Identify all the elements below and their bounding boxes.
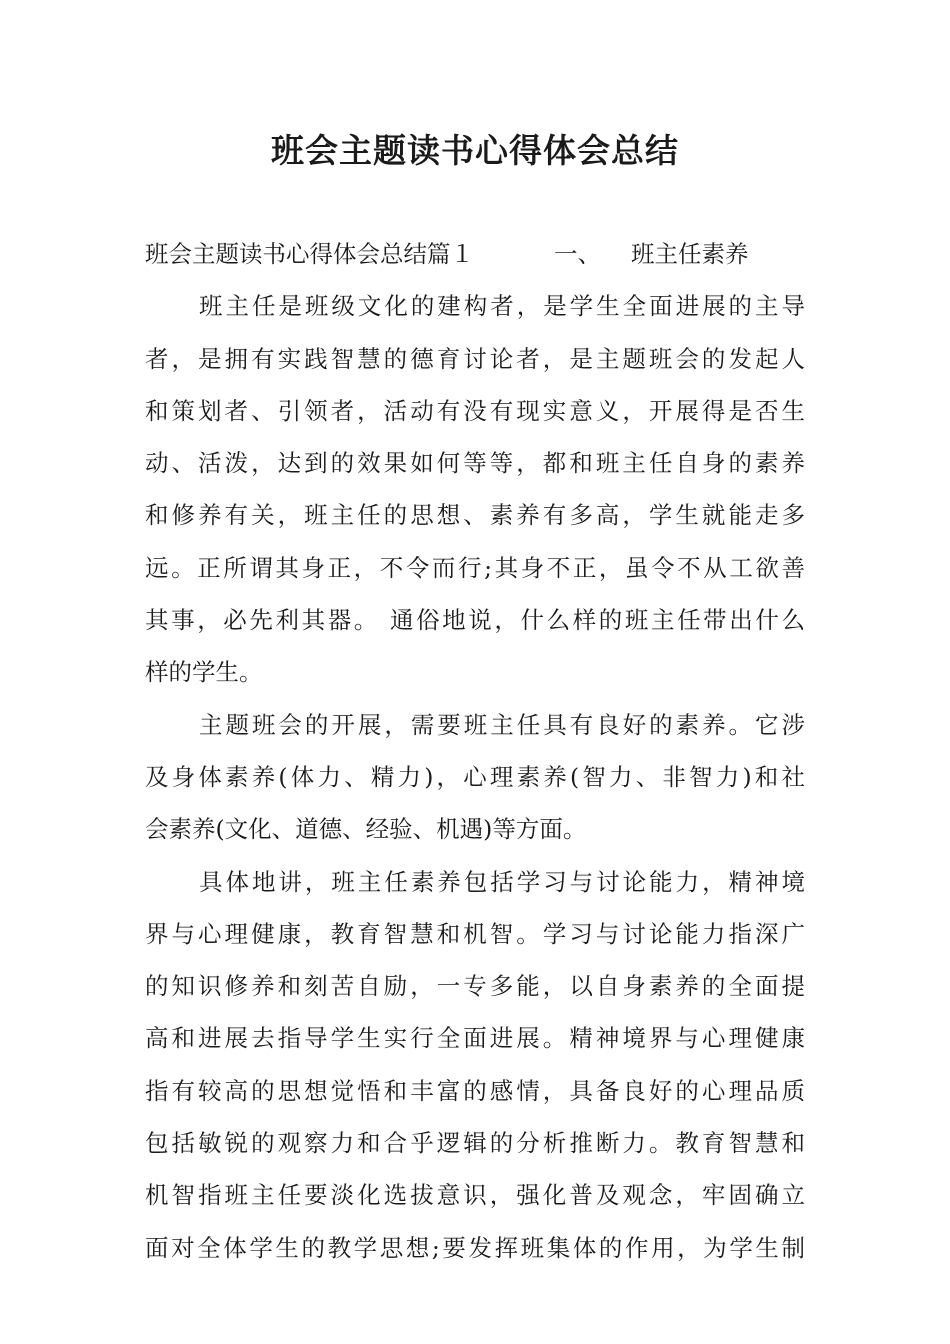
paragraph-line: 及身体素养(体力、精力)，心理素养(智力、非智力)和社 (145, 762, 805, 791)
paragraph-line: 动、活泼，达到的效果如何等等，都和班主任自身的素养 (145, 449, 805, 478)
paragraph-line: 主题班会的开展，需要班主任具有良好的素养。它涉 (199, 710, 805, 739)
document-body (145, 228, 805, 1274)
document-title: 班会主题读书心得体会总结 (271, 131, 679, 170)
paragraph-line: 包括敏锐的观察力和合乎逻辑的分析推断力。教育智慧和 (145, 1129, 805, 1158)
paragraph-line: 班主任是班级文化的建构者，是学生全面进展的主导 (199, 292, 805, 321)
paragraph-line: 会素养(文化、道德、经验、机遇)等方面。 (145, 815, 587, 844)
section-title: 班主任素养 (631, 240, 749, 268)
paragraph (145, 699, 805, 856)
paragraph-line: 指有较高的思想觉悟和丰富的感情，具备良好的心理品质 (145, 1076, 805, 1105)
paragraph-line: 其事，必先利其器。 通俗地说，什么样的班主任带出什么 (145, 606, 805, 635)
paragraph-line: 界与心理健康，教育智慧和机智。学习与讨论能力指深广 (145, 919, 805, 948)
paragraph-line: 者，是拥有实践智慧的德育讨论者，是主题班会的发起人 (145, 344, 805, 373)
paragraph-line: 和策划者、引领者，活动有没有现实意义，开展得是否生 (145, 396, 805, 425)
paragraph-line: 具体地讲，班主任素养包括学习与讨论能力，精神境 (199, 867, 805, 896)
section-heading (145, 228, 805, 280)
paragraph-line: 远。正所谓其身正，不令而行;其身不正，虽令不从工欲善 (145, 553, 805, 582)
paragraph (145, 280, 805, 698)
article-heading: 班会主题读书心得体会总结篇１ (145, 240, 474, 268)
paragraph-line: 面对全体学生的教学思想;要发挥班集体的作用，为学生制 (145, 1233, 805, 1262)
paragraph-line: 的知识修养和刻苦自励，一专多能，以自身素养的全面提 (145, 972, 805, 1001)
paragraph (145, 856, 805, 1274)
paragraph-line: 高和进展去指导学生实行全面进展。精神境界与心理健康 (145, 1024, 805, 1053)
paragraph-line: 机智指班主任要淡化选拔意识，强化普及观念，牢固确立 (145, 1181, 805, 1210)
paragraph-line: 和修养有关，班主任的思想、素养有多高，学生就能走多 (145, 501, 805, 530)
section-number: 一、 (554, 240, 601, 268)
paragraph-line: 样的学生。 (145, 658, 263, 687)
